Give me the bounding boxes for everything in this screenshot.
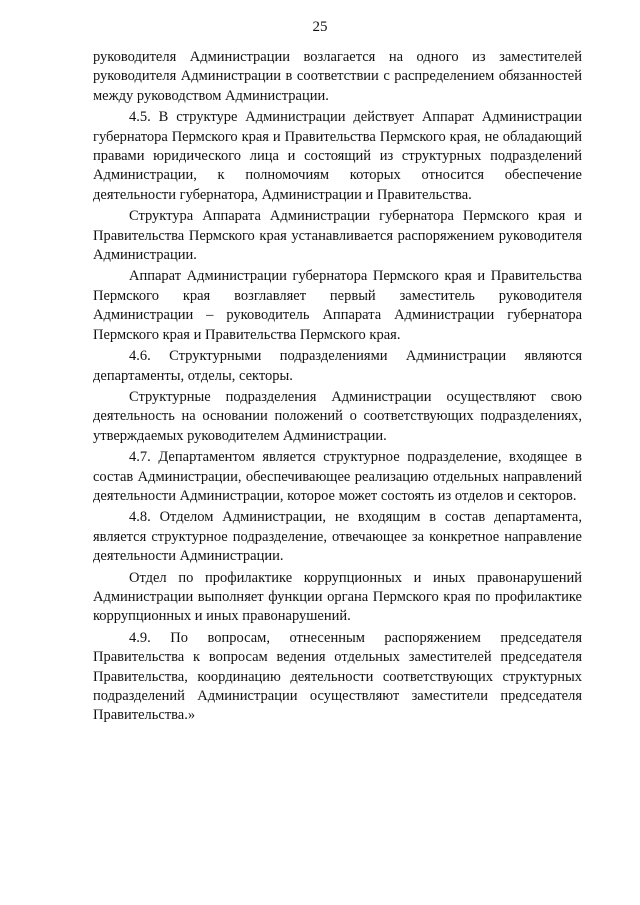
paragraph-4-8: 4.8. Отделом Администрации, не входящим в состав департамента, является структурное подразделение, отвечающее за конкретное направление деятельности Администрации.: [93, 509, 582, 565]
document-body: [93, 48, 582, 726]
paragraph-continuation: руководителя Администрации возлагается на одного из заместителей руководителя Администрации в соответствии с распределением обязанностей между руководством Администрации.: [93, 49, 582, 104]
paragraph-4-6: 4.6. Структурными подразделениями Администрации являются департаменты, отделы, секторы.: [93, 348, 582, 384]
paragraph-4-9: 4.9. По вопросам, отнесенным распоряжением председателя Правительства к вопросам ведения отдельных заместителей председателя Правительства, координацию деятельности соответствующих структурных подразделений Администрации осуществляют заместители председателя Правительства.»: [93, 629, 582, 724]
paragraph-apparatus-structure: Структура Аппарата Администрации губернатора Пермского края и Правительства Пермского края устанавливается распоряжением руководителя Администрации.: [93, 208, 582, 264]
paragraph-apparatus-head: Аппарат Администрации губернатора Пермского края и Правительства Пермского края возглавляет первый заместитель руководителя Администрации – руководитель Аппарата Администрации губернатора Пермского края и Правительства Пермского края.: [93, 268, 582, 343]
paragraph-4-5: 4.5. В структуре Администрации действует Аппарат Администрации губернатора Пермского края и Правительства Пермского края, не обладающий правами юридического лица и состоящий из структурных подразделений Администрации, к полномочиям которых относится обеспечение деятельности губернатора, Администрации и Правительства.: [93, 109, 582, 203]
page-number: 25: [312, 19, 328, 35]
paragraph-subdivisions-activity: Структурные подразделения Администрации осуществляют свою деятельность на основании положений о соответствующих подразделениях, утверждаемых руководителем Администрации.: [93, 388, 582, 444]
paragraph-4-7: 4.7. Департаментом является структурное подразделение, входящее в состав Администрации, обеспечивающее реализацию отдельных направлений деятельности Администрации, которое может состоять из отделов и секторов.: [93, 449, 582, 504]
paragraph-anticorruption-department: Отдел по профилактике коррупционных и иных правонарушений Администрации выполняет функции органа Пермского края по профилактике коррупционных и иных правонарушений.: [93, 569, 582, 625]
